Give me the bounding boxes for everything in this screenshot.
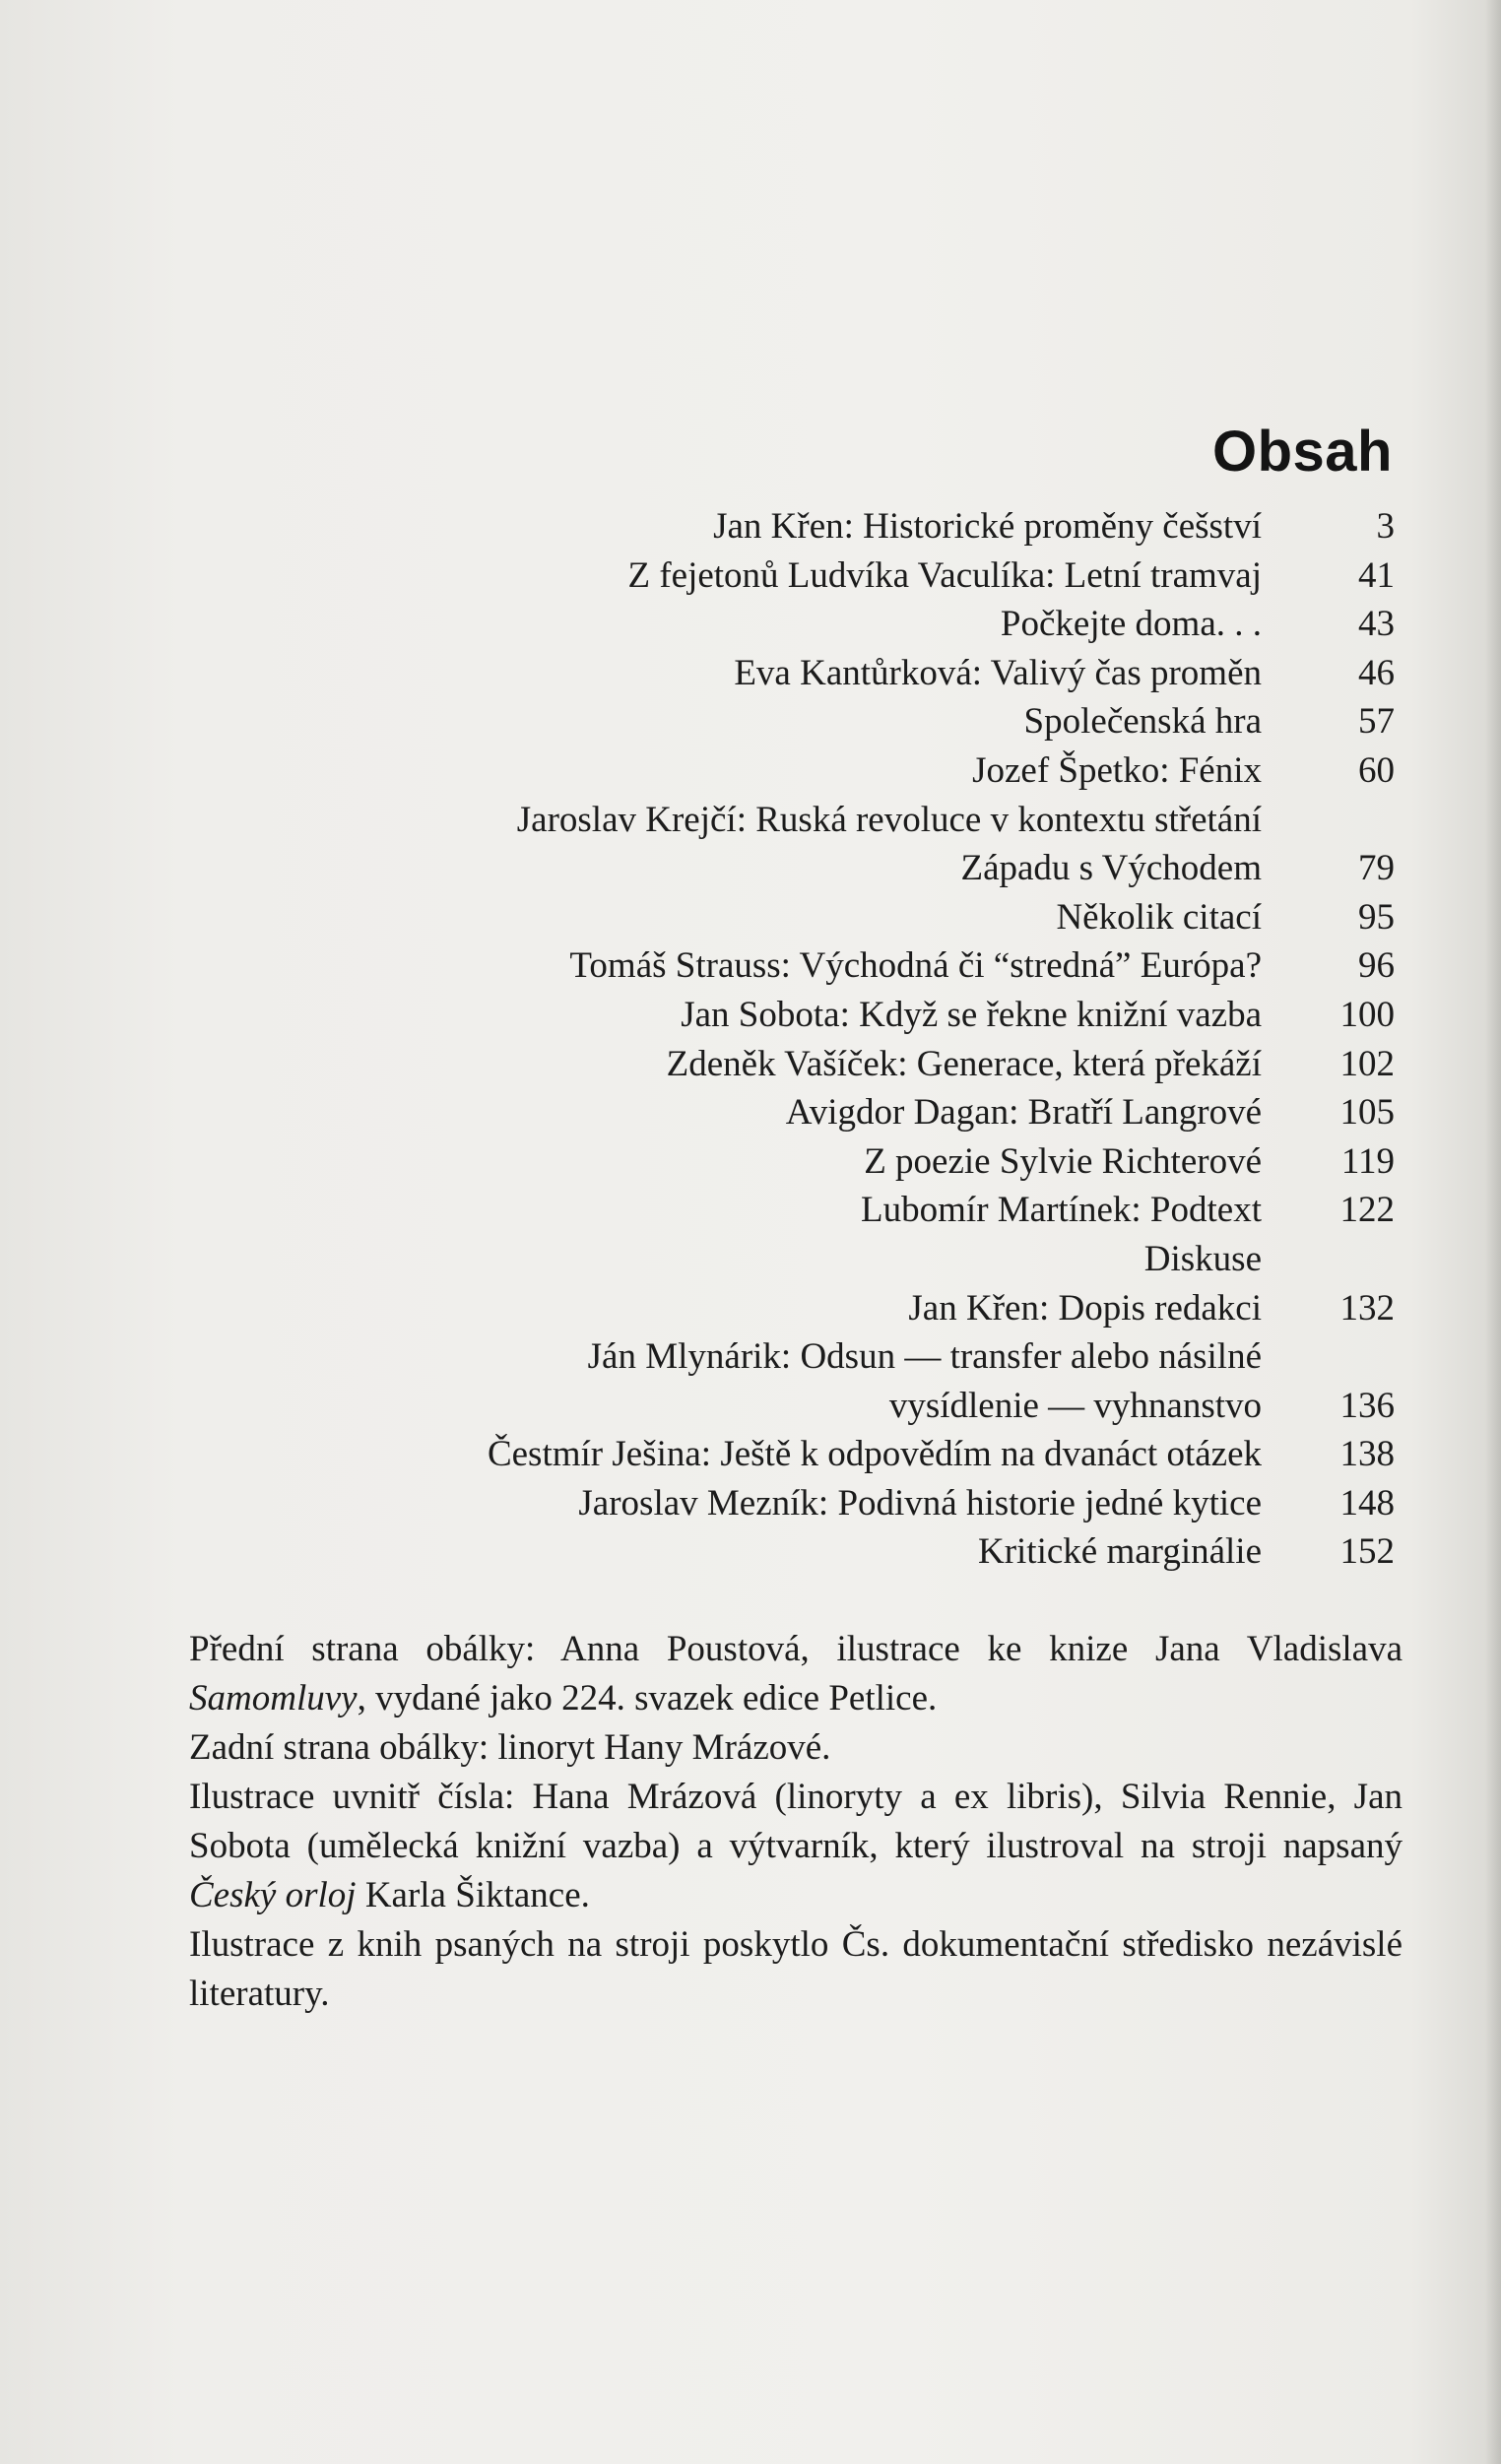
toc-entry-page: 95	[1358, 896, 1395, 938]
toc-entry-title: Jaroslav Krejčí: Ruská revoluce v kontextu střetání	[516, 799, 1262, 840]
credit-text: Karla Šiktance.	[356, 1875, 590, 1915]
toc-entry	[295, 746, 1395, 796]
toc-entry	[295, 796, 1395, 845]
toc-entry	[295, 1332, 1395, 1382]
front-cover-credit	[189, 1625, 1403, 1723]
toc-entry-title: Jan Křen: Dopis redakci	[908, 1287, 1262, 1329]
toc-entry-page: 96	[1358, 945, 1395, 987]
toc-entry-title: Lubomír Martínek: Podtext	[861, 1190, 1262, 1231]
toc-entry-title: Z fejetonů Ludvíka Vaculíka: Letní tramvaj	[627, 554, 1262, 596]
toc-entry	[295, 1088, 1395, 1137]
toc-entry	[295, 1040, 1395, 1089]
toc-entry	[295, 502, 1395, 551]
toc-entry	[295, 1284, 1395, 1333]
toc-entry-title: Jaroslav Mezník: Podivná historie jedné kytice	[578, 1482, 1262, 1524]
toc-entry-page: 148	[1339, 1482, 1395, 1524]
toc-entry-page: 43	[1358, 604, 1395, 645]
toc-entry-page: 46	[1358, 652, 1395, 693]
toc-entry-title: Západu s Východem	[960, 848, 1262, 889]
toc-entry-page: 105	[1339, 1092, 1395, 1134]
toc-entry-title: Čestmír Ješina: Ještě k odpovědím na dvanáct otázek	[487, 1434, 1262, 1475]
page-edge-shadow	[1485, 0, 1501, 2464]
toc-entry-page: 119	[1340, 1140, 1395, 1182]
toc-entry	[295, 600, 1395, 649]
toc-entry-title: Několik citací	[1056, 896, 1262, 938]
toc-entry-title: Eva Kantůrková: Valivý čas proměn	[734, 652, 1262, 693]
toc-entry-page: 132	[1339, 1287, 1395, 1329]
toc-entry-title: Jan Sobota: Když se řekne knižní vazba	[681, 994, 1262, 1035]
inside-illustrations-credit	[189, 1773, 1403, 1920]
toc-section-heading	[295, 1235, 1395, 1284]
toc-entry-page: 122	[1339, 1190, 1395, 1231]
toc-entry-page: 79	[1358, 848, 1395, 889]
toc-entry-title: Počkejte doma. . .	[1000, 604, 1262, 645]
credit-text: Přední strana obálky: Anna Poustová, ilustrace ke knize Jana Vladislava	[189, 1629, 1403, 1669]
toc-entry-page: 60	[1358, 749, 1395, 791]
toc-entry-page: 41	[1358, 554, 1395, 596]
toc-entry-title: Diskuse	[1143, 1238, 1262, 1279]
toc-entry	[295, 1527, 1395, 1577]
toc-entry-page: 138	[1339, 1434, 1395, 1475]
toc-entry	[295, 551, 1395, 601]
toc-entry-page: 3	[1376, 506, 1395, 547]
back-cover-credit: Zadní strana obálky: linoryt Hany Mrázové.	[189, 1727, 831, 1768]
toc-entry-title: Jan Křen: Historické proměny češství	[713, 506, 1262, 547]
credit-text: Ilustrace uvnitř čísla: Hana Mrázová (linoryty a ex libris), Silvia Rennie, Jan Sobota (umělecká knižní vazba) a výtvarník, který ilustroval na stroji napsaný	[189, 1777, 1403, 1866]
toc-entry	[295, 1430, 1395, 1479]
toc-entry	[295, 893, 1395, 942]
toc-entry-page: 57	[1358, 701, 1395, 743]
toc-entry	[295, 649, 1395, 698]
toc-entry	[295, 991, 1395, 1040]
toc-entry	[295, 1479, 1395, 1528]
toc-entry	[295, 697, 1395, 746]
illustration-credits	[189, 1625, 1403, 2019]
toc-entry-title: Ján Mlynárik: Odsun — transfer alebo násilné	[587, 1336, 1262, 1378]
toc-entry-page: 136	[1339, 1385, 1395, 1426]
toc-entry	[295, 1186, 1395, 1235]
toc-entry-title: Společenská hra	[1023, 701, 1262, 743]
source-credit: Ilustrace z knih psaných na stroji poskytlo Čs. dokumentační středisko nezávislé literatury.	[189, 1924, 1403, 2014]
toc-entry-title: Z poezie Sylvie Richterové	[864, 1140, 1262, 1182]
page-title: Obsah	[1212, 420, 1393, 484]
table-of-contents	[295, 502, 1395, 1577]
toc-entry-title: vysídlenie — vyhnanstvo	[888, 1385, 1262, 1426]
toc-entry-page: 152	[1339, 1531, 1395, 1573]
book-title: Český orloj	[189, 1875, 357, 1915]
toc-entry-page: 100	[1339, 994, 1395, 1035]
toc-entry	[295, 1382, 1395, 1431]
book-title: Samomluvy	[189, 1678, 358, 1718]
toc-entry	[295, 844, 1395, 893]
credit-text: , vydané jako 224. svazek edice Petlice.	[357, 1678, 938, 1718]
toc-entry-page: 102	[1339, 1043, 1395, 1084]
toc-entry	[295, 1137, 1395, 1187]
toc-entry-title: Kritické marginálie	[977, 1531, 1262, 1573]
toc-entry	[295, 941, 1395, 991]
toc-entry-title: Jozef Špetko: Fénix	[972, 749, 1262, 791]
toc-entry-title: Zdeněk Vašíček: Generace, která překáží	[666, 1043, 1262, 1084]
toc-entry-title: Avigdor Dagan: Bratří Langrové	[785, 1092, 1262, 1134]
toc-entry-title: Tomáš Strauss: Východná či “stredná” Európa?	[569, 945, 1262, 987]
